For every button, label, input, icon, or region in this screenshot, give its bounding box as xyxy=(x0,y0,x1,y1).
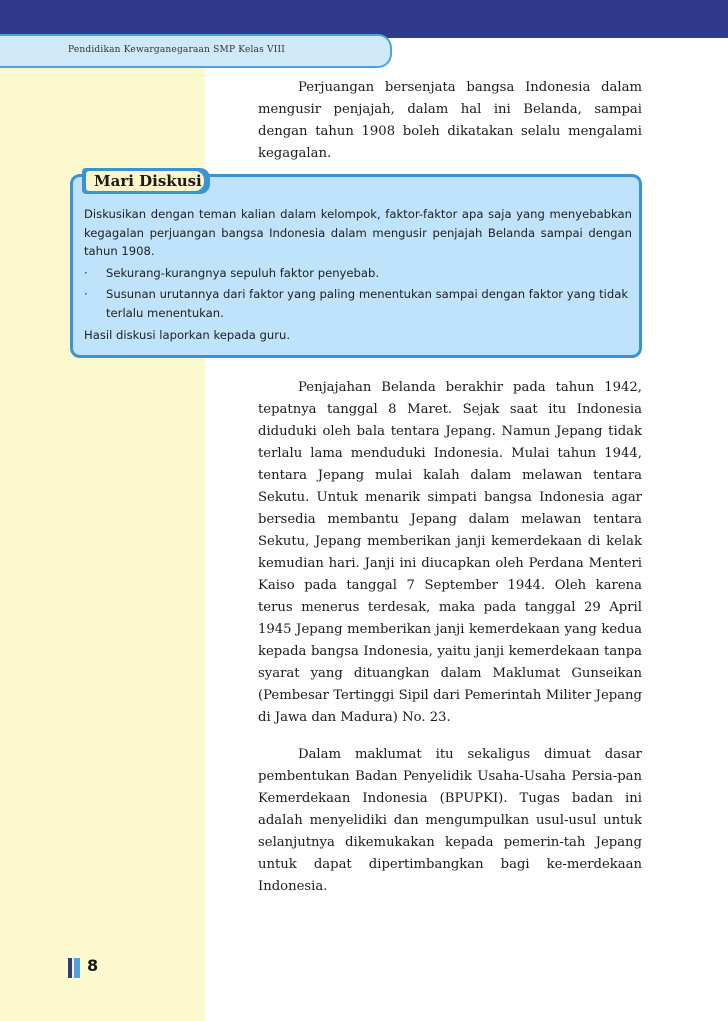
paragraph-2 xyxy=(258,377,642,729)
discussion-box-title xyxy=(82,168,210,194)
paragraph-3 xyxy=(258,744,642,898)
discussion-item xyxy=(84,285,632,322)
paragraph-1-text: Perjuangan bersenjata bangsa Indonesia dalam mengusir penjajah, dalam hal ini Belanda, sampai dengan tahun 1908 boleh dikatakan selalu mengalami kegagalan. xyxy=(258,80,642,161)
page-number-bar-accent xyxy=(74,958,80,978)
discussion-intro: Diskusikan dengan teman kalian dalam kelompok, faktor-faktor apa saja yang menyebabkan kegagalan perjuangan bangsa Indonesia dalam mengusir penjajah Belanda sampai dengan tahun 1908. xyxy=(84,207,632,258)
bullet-icon: · xyxy=(84,265,88,280)
running-header: Pendidikan Kewarganegaraan SMP Kelas VIII xyxy=(68,45,285,55)
paragraph-2-text: Penjajahan Belanda berakhir pada tahun 1942, tepatnya tanggal 8 Maret. Sejak saat itu Indonesia diduduki oleh bala tentara Jepang. Namun Jepang tidak terlalu lama menduduki Indonesia. Mulai tahun 1944, tentara Jepang mulai kalah dalam melawan tentara Sekutu. Untuk menarik simpati bangsa Indonesia agar bersedia membantu Jepang dalam melawan tentara Sekutu, Jepang memberikan janji kemerdekaan di kelak kemudian hari. Janji ini diucapkan oleh Perdana Menteri Kaiso pada tanggal 7 September 1944. Oleh karena terus menerus terdesak, maka pada tanggal 29 April 1945 Jepang memberikan janji kemerdekaan yang kedua kepada bangsa Indonesia, yaitu janji kemerdekaan tanpa syarat yang dituangkan dalam Maklumat Gunseikan (Pembesar Tertinggi Sipil dari Pemerintah Militer Jepang di Jawa dan Madura) No. 23. xyxy=(258,380,642,725)
paragraph-1 xyxy=(258,77,642,165)
paragraph-3-text: Dalam maklumat itu sekaligus dimuat dasar pembentukan Badan Penyelidik Usaha-Usaha Persia-pan Kemerdekaan Indonesia (BPUPKI). Tugas badan ini adalah menyelidiki dan mengumpulkan usul-usul untuk selanjutnya dikemukakan kepada pemerin-tah Jepang untuk dapat dipertimbangkan bagi ke-merdekaan Indonesia. xyxy=(258,747,642,894)
page-number: 8 xyxy=(87,956,99,975)
discussion-box-content xyxy=(84,205,632,345)
bullet-icon: · xyxy=(84,287,88,301)
discussion-item xyxy=(84,264,632,283)
page-number-bar xyxy=(68,958,72,978)
discussion-item-text: Sekurang-kurangnya sepuluh faktor penyebab. xyxy=(106,265,380,280)
top-bar xyxy=(0,0,728,38)
discussion-item-text: Susunan urutannya dari faktor yang paling menentukan sampai dengan faktor yang tidak terlalu menentukan. xyxy=(106,287,629,320)
discussion-closing: Hasil diskusi laporkan kepada guru. xyxy=(84,328,291,342)
discussion-title-text: Mari Diskusi xyxy=(86,171,204,191)
